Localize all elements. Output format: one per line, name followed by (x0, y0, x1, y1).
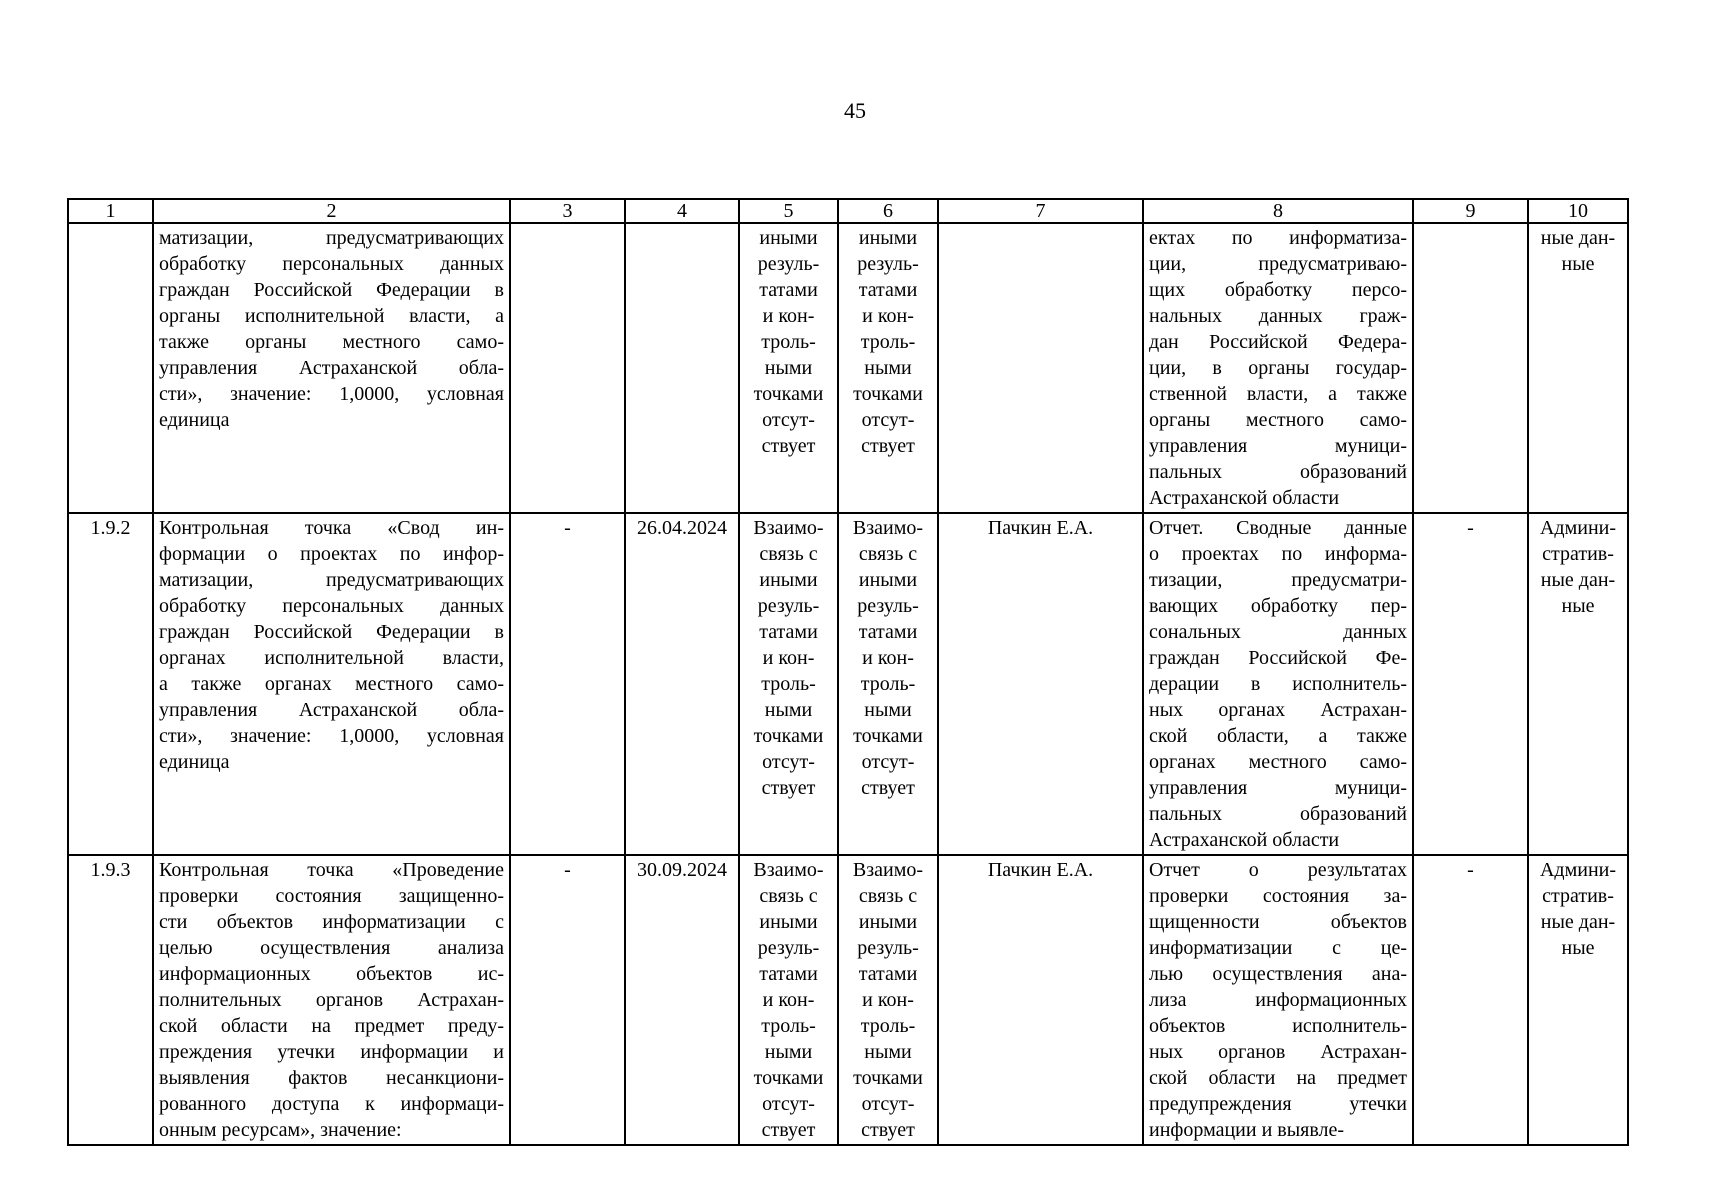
cell-text-line: и кон- (862, 989, 914, 1011)
responsible-cell: Пачкин Е.А. (938, 855, 1143, 1145)
relation-cell (739, 223, 838, 513)
cell-text-line: управления Астраханской обла- (159, 699, 504, 721)
cell-text-line: связь с (858, 885, 918, 907)
cell-text-line: троль- (761, 673, 816, 695)
cell-text-line: сти», значение: 1,0000, условная (159, 725, 504, 747)
date-cell: 26.04.2024 (625, 513, 739, 855)
cell-text-line: татами (759, 279, 818, 301)
cell-text-line: ской области, а также (1149, 725, 1407, 747)
cell-text-line: ской области на предмет преду- (159, 1015, 504, 1037)
cell-text-line: точками (753, 383, 824, 405)
col9-cell: - (1413, 855, 1528, 1145)
cell-text-line: татами (759, 621, 818, 643)
cell-text-line: и кон- (762, 305, 815, 327)
data-source-cell (1528, 223, 1628, 513)
cell-text-line: матизации, предусматривающих (159, 227, 504, 249)
cell-text-line: отсут- (861, 751, 915, 773)
cell-text-line: граждан Российской Фе- (1149, 647, 1407, 669)
cell-text-line: обработку персональных данных (159, 595, 504, 617)
cell-text-line: формации о проектах по инфор- (159, 543, 504, 565)
cell-text-line: дан Российской Федера- (1149, 331, 1407, 353)
cell-text-line: ные дан- (1540, 911, 1616, 933)
cell-text-line: точками (853, 1067, 923, 1089)
col9-cell: - (1413, 513, 1528, 855)
table-row (68, 223, 1628, 513)
cell-text-line: полнительных органов Астрахан- (159, 989, 504, 1011)
header-cell: 2 (153, 199, 510, 223)
cell-text-line: стратив- (1542, 885, 1614, 907)
col9-cell (1413, 223, 1528, 513)
cell-text-line: информации и выявле- (1149, 1119, 1345, 1141)
cell-text-line: граждан Российской Федерации в (159, 279, 504, 301)
cell-text-line: ектах по информатиза- (1149, 227, 1407, 249)
cell-text-line: органах местного само- (1149, 751, 1407, 773)
cell-text-line: резуль- (857, 937, 919, 959)
date-cell: 30.09.2024 (625, 855, 739, 1145)
cell-text-line: пальных образований (1149, 461, 1407, 483)
cell-text-line: также органы местного само- (159, 331, 504, 353)
col3-cell (510, 223, 625, 513)
cell-text-line: ные дан- (1540, 569, 1616, 591)
responsible-cell: Пачкин Е.А. (938, 513, 1143, 855)
cell-text-line: татами (759, 963, 818, 985)
col3-cell: - (510, 513, 625, 855)
cell-text-line: ными (764, 699, 813, 721)
cell-text-line: Отчет о результатах (1149, 859, 1407, 881)
cell-text-line: ных органов Астрахан- (1149, 1041, 1407, 1063)
cell-text-line: матизации, предусматривающих (159, 569, 504, 591)
cell-text-line: ствует (761, 435, 816, 457)
cell-text-line: управления Астраханской обла- (159, 357, 504, 379)
cell-text-line: резуль- (857, 253, 919, 275)
cell-text-line: троль- (761, 1015, 816, 1037)
cell-text-line: троль- (761, 331, 816, 353)
relation-cell (838, 513, 938, 855)
cell-text-line: резуль- (757, 253, 820, 275)
cell-text-line: пальных образований (1149, 803, 1407, 825)
cell-text-line: точками (853, 725, 923, 747)
row-number-cell: 1.9.3 (68, 855, 153, 1145)
cell-text-line: отсут- (762, 1093, 815, 1115)
cell-text-line: проверки состояния защищенно- (159, 885, 504, 907)
cell-text-line: Взаимо- (852, 859, 924, 881)
header-cell: 3 (510, 199, 625, 223)
col3-cell: - (510, 855, 625, 1145)
cell-text-line: иными (858, 227, 918, 249)
cell-text-line: дерации в исполнитель- (1149, 673, 1407, 695)
cell-text-line: точками (853, 383, 923, 405)
cell-text-line: и кон- (862, 647, 914, 669)
cell-text-line: информатизации с це- (1149, 937, 1407, 959)
cell-text-line: ные (1561, 937, 1595, 959)
cell-text-line: ственной власти, а также (1149, 383, 1407, 405)
cell-text-line: татами (858, 279, 918, 301)
cell-text-line: связь с (759, 885, 818, 907)
table-row (68, 855, 1628, 1145)
cell-text-line: резуль- (857, 595, 919, 617)
cell-text-line: управления муници- (1149, 435, 1407, 457)
cell-text-line: резуль- (757, 937, 820, 959)
cell-text-line: Админи- (1539, 517, 1617, 539)
cell-text-line: ствует (861, 777, 915, 799)
header-cell: 8 (1143, 199, 1413, 223)
cell-text-line: органах исполнительной власти, (159, 647, 504, 669)
cell-text-line: Контрольная точка «Проведение (159, 859, 504, 881)
cell-text-line: нальных данных граж- (1149, 305, 1407, 327)
cell-text-line: связь с (759, 543, 818, 565)
cell-text-line: органы исполнительной власти, а (159, 305, 504, 327)
cell-text-line: троль- (860, 1015, 916, 1037)
cell-text-line: Взаимо- (753, 859, 824, 881)
page-number: 45 (844, 98, 866, 123)
cell-text-line: Взаимо- (852, 517, 924, 539)
cell-text-line: о проектах по информа- (1149, 543, 1407, 565)
result-cell (1143, 513, 1413, 855)
header-cell: 5 (739, 199, 838, 223)
date-cell (625, 223, 739, 513)
cell-text-line: щих обработку персо- (1149, 279, 1407, 301)
cell-text-line: ской области на предмет (1149, 1067, 1407, 1089)
control-points-table (67, 198, 1629, 1146)
cell-text-line: иными (858, 911, 918, 933)
cell-text-line: иными (759, 911, 818, 933)
cell-text-line: сти», значение: 1,0000, условная (159, 383, 504, 405)
cell-text-line: иными (759, 569, 818, 591)
control-point-name-cell (153, 513, 510, 855)
header-cell: 1 (68, 199, 153, 223)
cell-text-line: ные (1561, 595, 1595, 617)
cell-text-line: и кон- (762, 989, 815, 1011)
cell-text-line: ные (1561, 253, 1595, 275)
cell-text-line: тизации, предусматри- (1149, 569, 1407, 591)
cell-text-line: обработку персональных данных (159, 253, 504, 275)
result-cell (1143, 223, 1413, 513)
cell-text-line: и кон- (762, 647, 815, 669)
cell-text-line: связь с (858, 543, 918, 565)
data-source-cell (1528, 513, 1628, 855)
cell-text-line: отсут- (861, 409, 915, 431)
cell-text-line: целью осуществления анализа (159, 937, 504, 959)
header-cell: 4 (625, 199, 739, 223)
cell-text-line: ствует (861, 435, 915, 457)
cell-text-line: резуль- (757, 595, 820, 617)
cell-text-line: ные дан- (1540, 227, 1616, 249)
responsible-cell (938, 223, 1143, 513)
header-cell: 7 (938, 199, 1143, 223)
cell-text-line: Астраханской области (1149, 829, 1340, 851)
row-number-cell: 1.9.2 (68, 513, 153, 855)
cell-text-line: ных органах Астрахан- (1149, 699, 1407, 721)
cell-text-line: единица (159, 751, 230, 773)
cell-text-line: точками (753, 725, 824, 747)
cell-text-line: преждения утечки информации и (159, 1041, 504, 1063)
cell-text-line: управления муници- (1149, 777, 1407, 799)
cell-text-line: ными (764, 357, 813, 379)
cell-text-line: ствует (861, 1119, 915, 1141)
cell-text-line: Контрольная точка «Свод ин- (159, 517, 504, 539)
cell-text-line: граждан Российской Федерации в (159, 621, 504, 643)
cell-text-line: Отчет. Сводные данные (1149, 517, 1407, 539)
row-number-cell (68, 223, 153, 513)
relation-cell (838, 223, 938, 513)
cell-text-line: онным ресурсам», значение: (159, 1119, 402, 1141)
cell-text-line: троль- (860, 331, 916, 353)
cell-text-line: вающих обработку пер- (1149, 595, 1407, 617)
cell-text-line: отсут- (762, 409, 815, 431)
header-cell: 10 (1528, 199, 1628, 223)
result-cell (1143, 855, 1413, 1145)
control-point-name-cell (153, 855, 510, 1145)
cell-text-line: проверки состояния за- (1149, 885, 1407, 907)
data-source-cell (1528, 855, 1628, 1145)
cell-text-line: лиза информационных (1149, 989, 1407, 1011)
cell-text-line: рованного доступа к информаци- (159, 1093, 504, 1115)
cell-text-line: троль- (860, 673, 916, 695)
cell-text-line: лью осуществления ана- (1149, 963, 1407, 985)
relation-cell (739, 513, 838, 855)
cell-text-line: ными (764, 1041, 813, 1063)
cell-text-line: точками (753, 1067, 824, 1089)
cell-text-line: ными (864, 1041, 912, 1063)
cell-text-line: татами (858, 963, 918, 985)
control-point-name-cell (153, 223, 510, 513)
table-row (68, 513, 1628, 855)
cell-text-line: щищенности объектов (1149, 911, 1407, 933)
cell-text-line: предупреждения утечки (1149, 1093, 1407, 1115)
cell-text-line: сти объектов информатизации с (159, 911, 504, 933)
cell-text-line: иными (858, 569, 918, 591)
header-row (68, 199, 1628, 223)
relation-cell (739, 855, 838, 1145)
cell-text-line: информационных объектов ис- (159, 963, 504, 985)
cell-text-line: ции, предусматриваю- (1149, 253, 1407, 275)
cell-text-line: Админи- (1539, 859, 1617, 881)
cell-text-line: отсут- (762, 751, 815, 773)
header-cell: 9 (1413, 199, 1528, 223)
cell-text-line: органы местного само- (1149, 409, 1407, 431)
cell-text-line: объектов исполнитель- (1149, 1015, 1407, 1037)
cell-text-line: ции, в органы государ- (1149, 357, 1407, 379)
cell-text-line: ными (864, 357, 912, 379)
cell-text-line: иными (759, 227, 818, 249)
cell-text-line: ствует (761, 1119, 816, 1141)
cell-text-line: ствует (761, 777, 816, 799)
header-cell: 6 (838, 199, 938, 223)
cell-text-line: единица (159, 409, 230, 431)
cell-text-line: ными (864, 699, 912, 721)
cell-text-line: выявления фактов несанкциони- (159, 1067, 504, 1089)
cell-text-line: Взаимо- (753, 517, 824, 539)
cell-text-line: татами (858, 621, 918, 643)
relation-cell (838, 855, 938, 1145)
cell-text-line: отсут- (861, 1093, 915, 1115)
cell-text-line: и кон- (862, 305, 914, 327)
cell-text-line: сональных данных (1149, 621, 1407, 643)
cell-text-line: а также органах местного само- (159, 673, 504, 695)
cell-text-line: Астраханской области (1149, 487, 1340, 509)
cell-text-line: стратив- (1542, 543, 1614, 565)
